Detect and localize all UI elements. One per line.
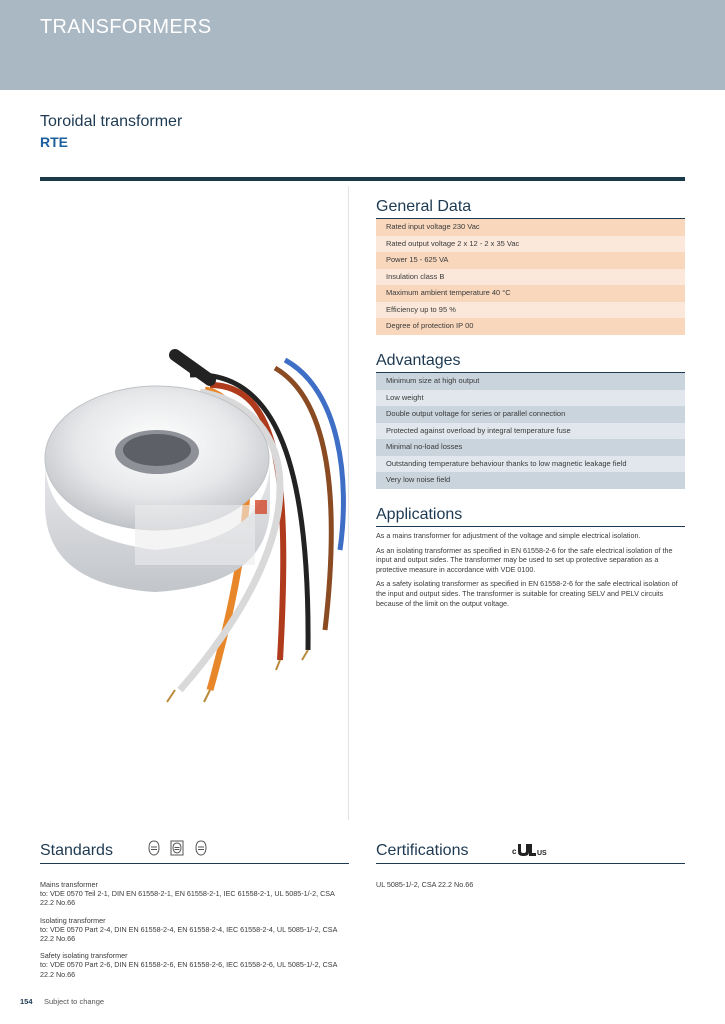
toroidal-transformer-image: [40, 330, 350, 710]
header-band: [0, 0, 725, 90]
table-row: Minimal no-load losses: [376, 439, 685, 456]
standard-item: [40, 951, 350, 979]
standard-heading: Isolating transformer: [40, 915, 106, 925]
table-row: Low weight: [376, 390, 685, 407]
table-row: Outstanding temperature behaviour thanks to low magnetic leakage field: [376, 456, 685, 473]
table-row: Maximum ambient temperature 40 °C: [376, 285, 685, 302]
certifications-title: Certifications: [376, 842, 469, 859]
safety-mark-icon: [170, 840, 184, 856]
table-row: Minimum size at high output: [376, 373, 685, 390]
applications-paragraph: As a mains transformer for adjustment of the voltage and simple electrical isolation.: [376, 531, 641, 540]
ul-logo-us: US: [537, 850, 547, 857]
standard-detail: to: VDE 0570 Part 2-6, DIN EN 61558-2-6, EN 61558-2-6, IEC 61558-2-6, UL 5085-1/-2, CSA 22.2 No.66: [40, 960, 337, 979]
table-row: Protected against overload by integral temperature fuse: [376, 423, 685, 440]
standards-title: Standards: [40, 842, 113, 859]
table-row: Double output voltage for series or parallel connection: [376, 406, 685, 423]
applications-rule: [376, 526, 685, 527]
table-row: Very low noise field: [376, 472, 685, 489]
applications-paragraph: As an isolating transformer as specified in EN 61558-2-6 for the safe electrical isolation of the input and output sides. The transformer may be used to set up protective separation as a protective measure in accordance with VDE 0100.: [376, 545, 673, 574]
page-number: 154: [20, 997, 33, 1006]
applications-text: [376, 531, 685, 613]
table-row: Insulation class B: [376, 269, 685, 286]
table-row: Power 15 - 625 VA: [376, 252, 685, 269]
standard-item: [40, 880, 350, 908]
certifications-text: UL 5085-1/-2, CSA 22.2 No.66: [376, 880, 474, 889]
table-row: Rated output voltage 2 x 12 - 2 x 35 Vac: [376, 236, 685, 253]
general-data-table: [376, 219, 685, 335]
ul-logo-c: c: [512, 847, 517, 856]
table-row: Degree of protection IP 00: [376, 318, 685, 335]
main-divider: [40, 177, 685, 181]
applications-paragraph: As a safety isolating transformer as specified in EN 61558-2-6 for the safe electrical isolation of the input and output sides. The transformer is suitable for creating SELV and PELV circuits because of the limit on the output voltage.: [376, 579, 678, 608]
standards-text: [40, 880, 350, 987]
table-row: Rated input voltage 230 Vac: [376, 219, 685, 236]
applications-title: Applications: [376, 506, 463, 523]
standard-heading: Mains transformer: [40, 880, 98, 889]
standard-detail: to: VDE 0570 Teil 2-1, DIN EN 61558-2-1, EN 61558-2-1, IEC 61558-2-1, UL 5085-1/-2, CSA 22.2 No.66: [40, 889, 335, 908]
product-subtitle: Toroidal transformer: [40, 113, 183, 130]
ul-recognized-logo-icon: [512, 841, 552, 857]
standard-mark-icon: [148, 840, 160, 856]
advantages-title: Advantages: [376, 352, 461, 369]
table-row: Efficiency up to 95 %: [376, 302, 685, 319]
certifications-rule: [376, 863, 685, 864]
advantages-table: [376, 373, 685, 489]
product-model: RTE: [40, 134, 68, 150]
standard-heading: Safety isolating transformer: [40, 951, 128, 961]
footer-note: Subject to change: [44, 997, 105, 1006]
standard-detail: to: VDE 0570 Part 2-4, DIN EN 61558-2-4, EN 61558-2-4, IEC 61558-2-4, UL 5085-1/-2, CSA 22.2 No.66: [40, 924, 337, 944]
standard-item: [40, 916, 350, 944]
general-data-title: General Data: [376, 198, 472, 215]
isolating-mark-icon: [195, 840, 207, 856]
page-header-title: TRANSFORMERS: [40, 16, 212, 38]
standards-rule: [40, 863, 349, 864]
